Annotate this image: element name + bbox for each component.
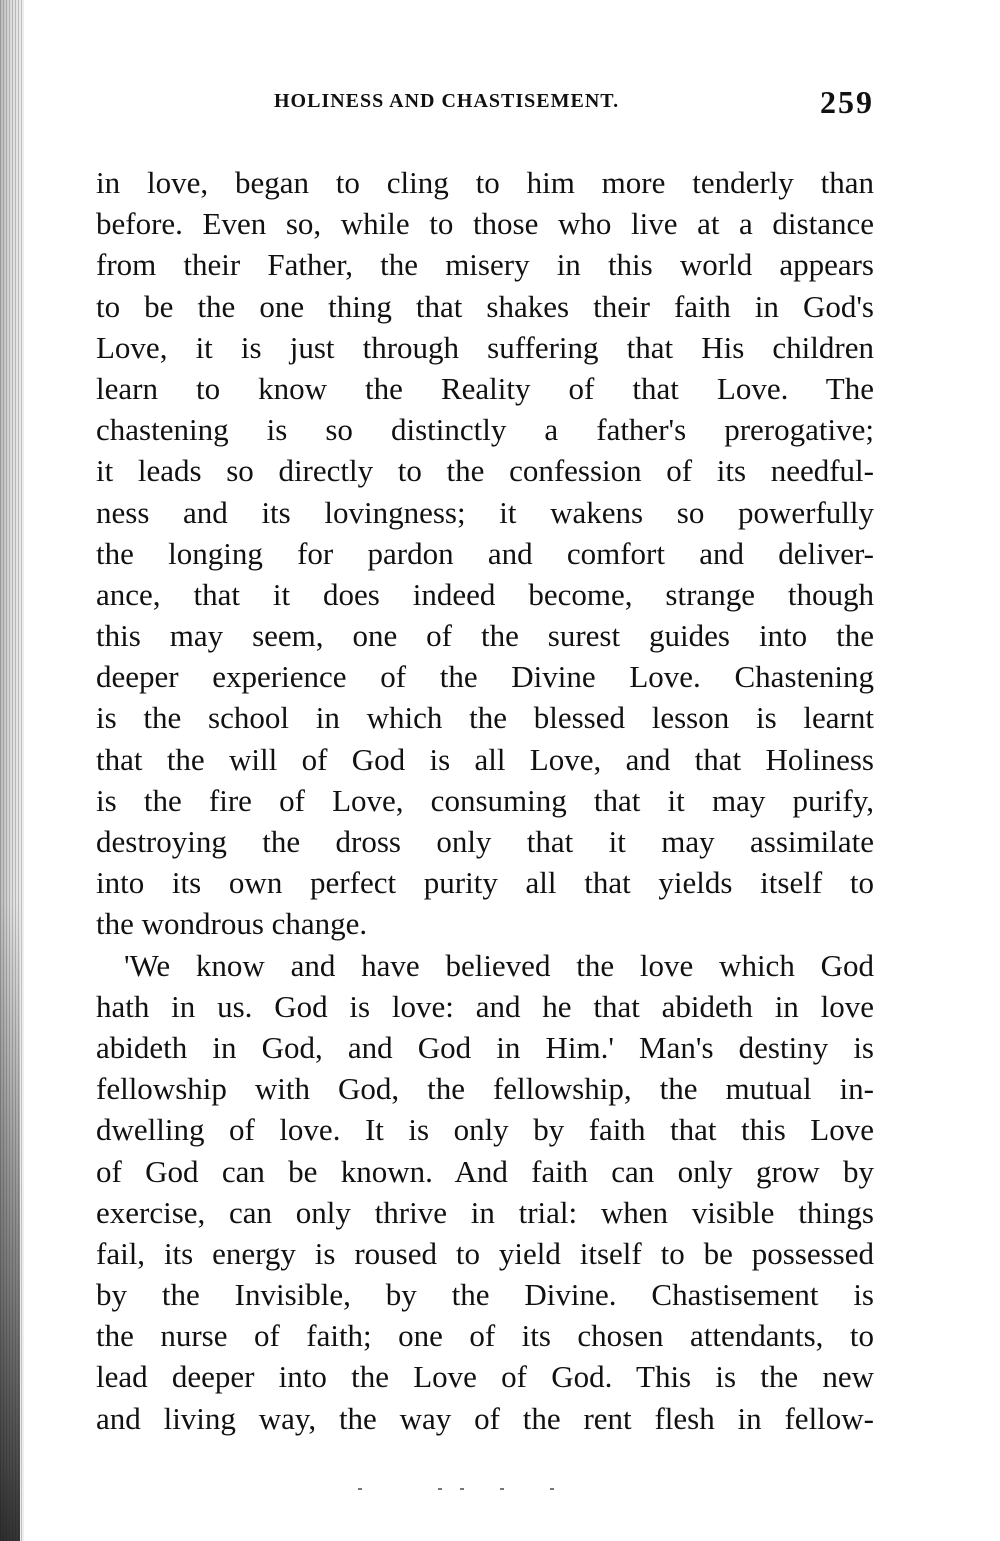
body-text	[96, 162, 874, 1439]
speck	[550, 1488, 554, 1490]
text-line: hath in us. God is love: and he that abideth in love	[96, 988, 874, 1024]
text-line: ance, that it does indeed become, strange though	[96, 576, 874, 612]
text-line: that the will of God is all Love, and that Holiness	[96, 741, 874, 777]
text-line: this may seem, one of the surest guides into the	[96, 618, 874, 654]
text-line: it leads so directly to the confession of its needful-	[96, 453, 874, 489]
text-line: destroying the dross only that it may assimilate	[96, 824, 874, 859]
text-line: is the school in which the blessed lesson is learnt	[96, 700, 874, 736]
paragraph-2	[96, 945, 874, 1439]
text-line: by the Invisible, by the Divine. Chastisement is	[96, 1277, 874, 1313]
running-title: HOLINESS AND CHASTISEMENT.	[274, 90, 620, 112]
text-line: fellowship with God, the fellowship, the mutual in-	[96, 1071, 874, 1107]
text-line: is the fire of Love, consuming that it may purify,	[96, 782, 874, 818]
text-line: in love, began to cling to him more tenderly than	[96, 165, 874, 200]
paragraph-1	[96, 162, 874, 945]
print-specks	[350, 1488, 590, 1498]
page-header	[96, 84, 874, 124]
text-line: dwelling of love. It is only by faith that this Love	[96, 1112, 874, 1148]
text-line: the nurse of faith; one of its chosen attendants, to	[96, 1318, 874, 1354]
text-line: of God can be known. And faith can only grow by	[96, 1153, 874, 1189]
speck	[358, 1488, 362, 1490]
text-line: chastening is so distinctly a father's prerogative;	[96, 412, 874, 448]
text-line: before. Even so, while to those who live at a distance	[96, 206, 874, 242]
text-line: Love, it is just through suffering that His children	[96, 329, 874, 365]
page-number: 259	[820, 84, 874, 120]
text-line: abideth in God, and God in Him.' Man's destiny is	[96, 1029, 874, 1065]
text-line: ness and its lovingness; it wakens so powerfully	[96, 494, 874, 530]
text-line: the wondrous change.	[96, 906, 368, 942]
speck	[460, 1488, 464, 1490]
text-line: into its own perfect purity all that yields itself to	[96, 865, 874, 901]
text-line: deeper experience of the Divine Love. Chastening	[96, 659, 874, 695]
text-line: to be the one thing that shakes their faith in God's	[96, 288, 874, 324]
text-line: 'We know and have believed the love which God	[124, 947, 874, 983]
text-line: from their Father, the misery in this world appears	[96, 247, 874, 283]
text-line: fail, its energy is roused to yield itself to be possessed	[96, 1235, 874, 1271]
text-line: the longing for pardon and comfort and deliver-	[96, 535, 874, 571]
text-line: lead deeper into the Love of God. This is the new	[96, 1359, 874, 1395]
text-line: and living way, the way of the rent flesh in fellow-	[96, 1400, 874, 1436]
speck	[500, 1488, 504, 1490]
speck	[438, 1488, 442, 1490]
text-line: exercise, can only thrive in trial: when visible things	[96, 1194, 874, 1230]
binding-shadow	[0, 900, 20, 1541]
text-line: learn to know the Reality of that Love. The	[96, 370, 874, 406]
